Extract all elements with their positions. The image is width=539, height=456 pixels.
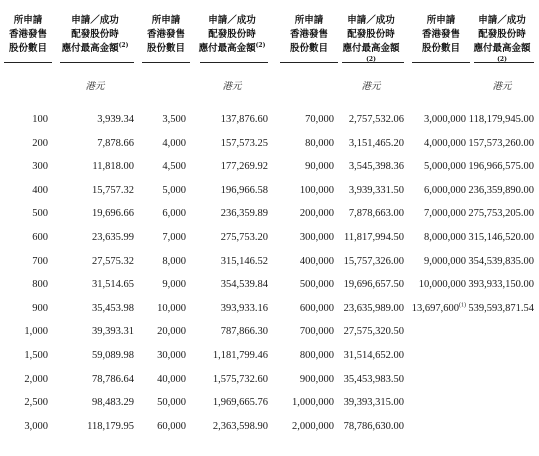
max-amount: 15,757.32 [92,184,134,196]
header-rule [412,62,470,63]
max-amount: 27,575.32 [92,255,134,267]
max-amount: 137,876.60 [220,114,268,125]
max-amount: 1,181,799.46 [212,350,268,361]
currency-unit: 港元 [85,81,105,92]
share-count: 70,000 [305,114,334,125]
share-count: 500 [32,208,48,220]
max-amount: 3,939,331.50 [348,184,404,196]
max-amount: 23,635.99 [92,232,134,243]
amount-header: 申請／成功 配發股份時 應付最高金額$^{(2)}$ [342,15,400,63]
max-amount: 393,933.16 [220,302,268,314]
footnote-marker: (2) [366,55,376,63]
footnote-marker: (1) [459,302,466,309]
share-count: 200,000 [299,208,334,220]
share-count: 4,000 [162,137,186,149]
max-amount: 354,539.84 [220,279,268,291]
max-amount: 19,696.66 [92,208,134,220]
header-rule [142,62,190,63]
max-amount: 118,179.95 [87,420,134,432]
share-count: 7,000 [162,232,186,243]
max-amount: 27,575,320.50 [343,326,404,338]
share-count: 2,000,000 [292,420,334,432]
share-count: 7,000,000 [424,208,466,220]
share-count: 80,000 [305,137,334,149]
share-count: 8,000 [162,255,186,267]
share-count: 100 [32,114,48,125]
share-count: 500,000 [299,279,334,291]
max-amount: 157,573,260.00 [468,137,534,149]
share-count: 3,000,000 [424,114,466,125]
max-amount: 3,939.34 [97,114,134,125]
max-amount: 236,359.89 [220,208,268,220]
max-amount: 196,966,575.00 [468,161,534,173]
max-amount: 118,179,945.00 [468,114,534,125]
share-count: 60,000 [157,420,186,432]
max-amount: 19,696,657.50 [343,279,404,291]
share-count: 6,000,000 [424,184,466,196]
share-count: 400,000 [299,255,334,267]
share-count: 5,000 [162,184,186,196]
share-count: 700 [32,255,48,267]
max-amount: 1,969,665.76 [212,397,268,409]
max-amount: 275,753.20 [220,232,268,243]
share-count: 50,000 [157,397,186,409]
max-amount: 393,933,150.00 [468,279,534,291]
max-amount: 354,539,835.00 [468,255,534,267]
amount-header: 申請／成功 配發股份時 應付最高金額$^{(2)}$ [61,15,129,54]
shares-header: 所申請 香港發售 股份數目 [146,15,185,54]
share-count: 30,000 [157,350,186,361]
max-amount: 3,151,465.20 [348,137,404,149]
share-count: 200 [32,137,48,149]
max-amount: 11,818.00 [92,161,134,173]
max-amount: 7,878,663.00 [348,208,404,220]
shares-header: 所申請 香港發售 股份數目 [421,15,460,54]
max-amount: 2,757,532.06 [348,114,404,125]
footnote-marker: (2) [255,41,266,49]
max-amount: 2,363,598.90 [212,420,268,432]
max-amount: 59,089.98 [92,350,134,361]
max-amount: 31,514.65 [92,279,134,291]
shares-header: 所申請 香港發售 股份數目 [289,15,328,54]
max-amount: 787,866.30 [220,326,268,338]
header-rule [200,62,268,63]
share-count: 600,000 [299,302,334,314]
max-amount: 177,269.92 [220,161,268,173]
share-count: 1,000,000 [292,397,334,409]
share-count: 300 [32,161,48,173]
share-count: 800,000 [299,350,334,361]
share-count: 300,000 [299,232,334,243]
max-amount: 196,966.58 [220,184,268,196]
share-count: 700,000 [299,326,334,338]
max-amount: 539,593,871.54 [468,302,534,314]
share-count: 800 [32,279,48,291]
max-amount: 315,146.52 [220,255,268,267]
max-amount: 236,359,890.00 [468,184,534,196]
share-count: 1,500 [24,350,48,361]
max-amount: 1,575,732.60 [212,373,268,385]
max-amount: 31,514,652.00 [343,350,404,361]
share-count: 5,000,000 [424,161,466,173]
share-count: 3,500 [162,114,186,125]
share-count: 4,500 [162,161,186,173]
max-amount: 3,545,398.36 [348,161,404,173]
max-amount: 7,878.66 [97,137,134,149]
header-rule [4,62,52,63]
share-count: 9,000,000 [424,255,466,267]
share-count: 40,000 [157,373,186,385]
share-count: 4,000,000 [424,137,466,149]
header-rule [60,62,134,63]
max-amount: 157,573.25 [220,137,268,149]
currency-unit: 港元 [222,81,242,92]
max-amount: 35,453,983.50 [343,373,404,385]
share-count: 100,000 [299,184,334,196]
share-count: 9,000 [162,279,186,291]
currency-unit: 港元 [492,81,512,92]
shares-header: 所申請 香港發售 股份數目 [8,15,47,54]
share-count: 1,000 [24,326,48,338]
amount-header: 申請／成功 配發股份時 應付最高金額$^{(2)}$ [473,15,531,63]
max-amount: 98,483.29 [92,397,134,409]
max-amount: 15,757,326.00 [343,255,404,267]
share-count: 6,000 [162,208,186,220]
header-rule [474,62,534,63]
share-count: 8,000,000 [424,232,466,243]
share-count: 2,500 [24,397,48,409]
max-amount: 315,146,520.00 [468,232,534,243]
amount-header: 申請／成功 配發股份時 應付最高金額$^{(2)}$ [198,15,266,54]
share-count: 10,000 [157,302,186,314]
share-count: 900 [32,302,48,314]
max-amount: 23,635,989.00 [343,302,404,314]
max-amount: 39,393,315.00 [343,397,404,409]
share-count: 400 [32,184,48,196]
max-amount: 78,786,630.00 [343,420,404,432]
share-count: 20,000 [157,326,186,338]
max-amount: 35,453.98 [92,302,134,314]
header-rule [280,62,338,63]
footnote-marker: (2) [118,41,129,49]
share-count: 2,000 [24,373,48,385]
header-rule [342,62,404,63]
max-amount: 11,817,994.50 [344,232,404,243]
share-count: 600 [32,232,48,243]
max-amount: 39,393.31 [92,326,134,338]
currency-unit: 港元 [361,81,381,92]
share-count: 90,000 [305,161,334,173]
max-amount: 275,753,205.00 [468,208,534,220]
footnote-marker: (2) [497,55,507,63]
share-count: 3,000 [24,420,48,432]
share-count: 900,000 [299,373,334,385]
share-count: 13,697,600$^{(1)}$ [411,302,466,314]
share-count: 10,000,000 [418,279,466,291]
max-amount: 78,786.64 [92,373,134,385]
